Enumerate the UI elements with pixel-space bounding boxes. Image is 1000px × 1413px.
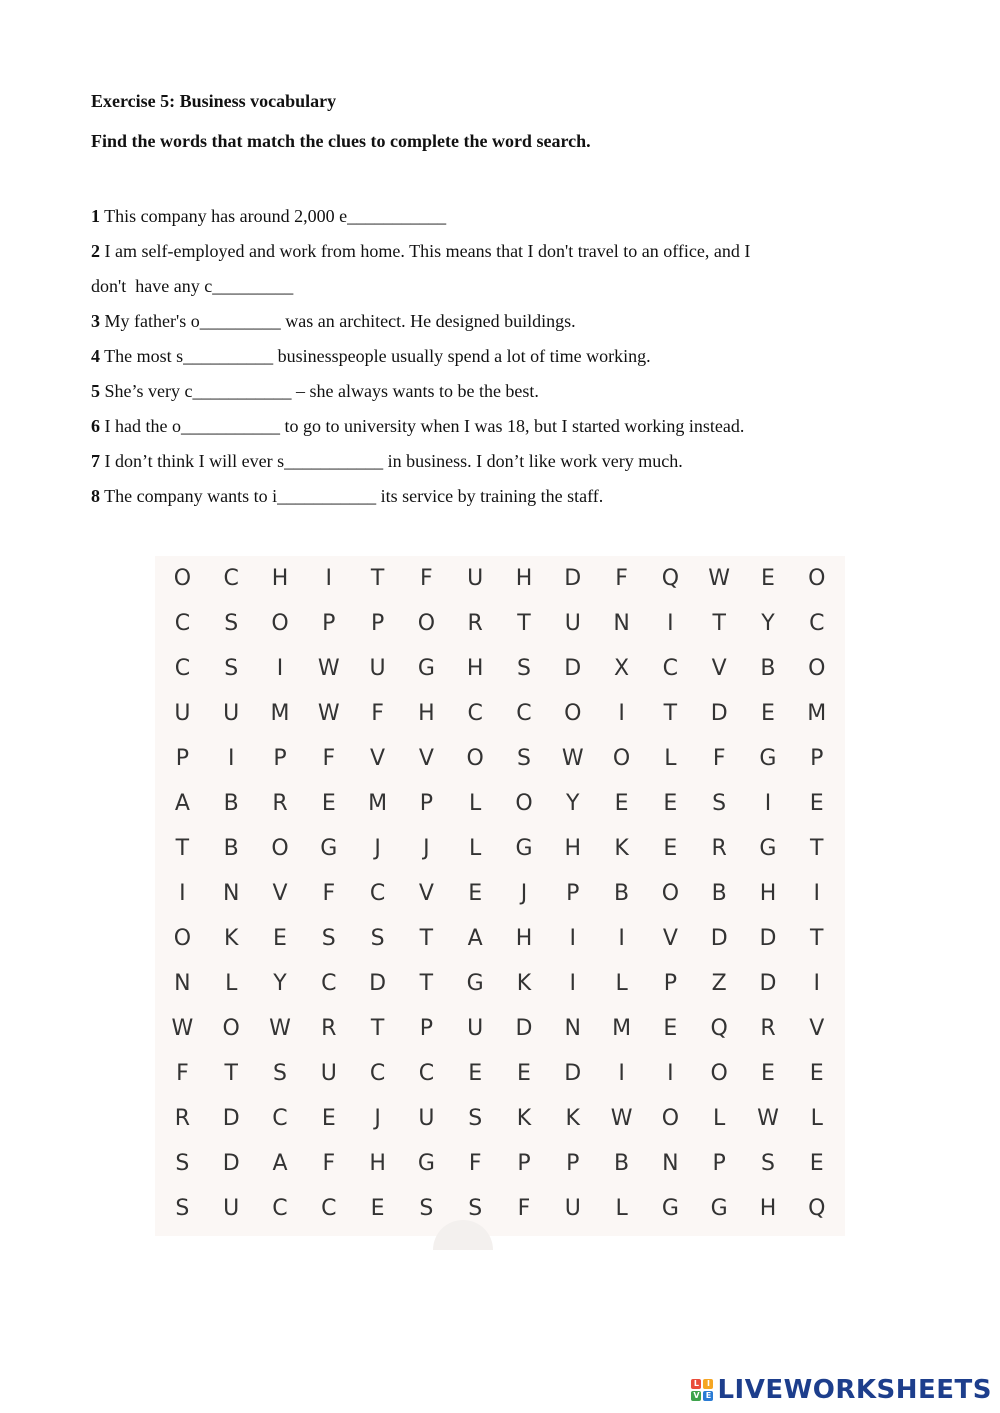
grid-letter[interactable]: M [270, 701, 290, 726]
grid-letter[interactable]: E [517, 1061, 531, 1086]
grid-letter[interactable]: U [320, 1061, 337, 1086]
grid-letter[interactable]: M [807, 701, 827, 726]
clue-number: 7 [91, 451, 100, 471]
grid-letter[interactable]: P [370, 611, 385, 636]
clue-item [91, 269, 851, 304]
grid-letter[interactable]: F [322, 746, 336, 771]
grid-letter[interactable]: C [369, 881, 386, 906]
grid-letter[interactable]: E [809, 1151, 824, 1176]
grid-letter[interactable]: D [222, 1106, 240, 1131]
grid-letter[interactable]: U [418, 1106, 435, 1131]
clue-number: 5 [91, 381, 100, 401]
grid-letter[interactable]: E [761, 701, 775, 726]
grid-letter[interactable]: W [610, 1106, 633, 1131]
grid-letter[interactable]: D [710, 701, 728, 726]
grid-letter[interactable]: S [516, 656, 531, 681]
grid-letter[interactable]: I [276, 656, 284, 681]
grid-letter[interactable]: T [419, 926, 434, 951]
grid-letter[interactable]: I [618, 1061, 625, 1086]
clue-item [91, 234, 851, 269]
clue-item [91, 479, 851, 514]
clue-item [91, 199, 851, 234]
grid-letter[interactable]: R [711, 836, 727, 861]
grid-letter[interactable]: U [223, 1196, 240, 1221]
grid-letter[interactable]: G [320, 836, 338, 861]
grid-letter[interactable]: U [174, 701, 191, 726]
grid-letter[interactable]: O [661, 881, 680, 906]
grid-letter[interactable]: W [317, 656, 340, 681]
grid-letter[interactable]: B [614, 1151, 630, 1176]
grid-letter[interactable]: F [322, 1151, 336, 1176]
grid-letter[interactable]: O [271, 611, 289, 636]
liveworksheets-logo-icon [691, 1379, 713, 1401]
grid-letter[interactable]: T [810, 836, 824, 861]
grid-letter[interactable]: O [564, 701, 582, 726]
word-search-panel [155, 556, 845, 1236]
grid-letter[interactable]: I [764, 791, 772, 816]
clue-number: 3 [91, 311, 100, 331]
grid-letter[interactable]: C [223, 566, 239, 591]
grid-letter[interactable]: W [171, 1016, 194, 1041]
clue-item [91, 304, 851, 339]
grid-letter[interactable]: G [417, 656, 435, 681]
grid-letter[interactable]: C [467, 701, 483, 726]
grid-letter[interactable]: E [273, 926, 287, 951]
grid-letter[interactable]: B [614, 881, 630, 906]
grid-letter[interactable]: T [175, 836, 190, 861]
grid-letter[interactable]: O [612, 746, 631, 771]
exercise-title: Exercise 5: Business vocabulary [91, 91, 337, 111]
grid-letter[interactable]: L [225, 971, 238, 996]
grid-letter[interactable]: N [222, 881, 240, 906]
grid-letter[interactable]: T [370, 566, 385, 591]
word-search-grid[interactable] [158, 556, 841, 1231]
grid-letter[interactable]: H [271, 566, 289, 591]
grid-letter[interactable]: T [663, 701, 678, 726]
grid-letter[interactable]: T [224, 1061, 238, 1086]
grid-letter[interactable]: E [321, 1106, 336, 1131]
grid-letter[interactable]: P [810, 746, 824, 771]
grid-letter[interactable]: H [369, 1151, 386, 1176]
grid-letter[interactable]: S [419, 1196, 434, 1221]
grid-letter[interactable]: V [370, 746, 386, 771]
grid-letter[interactable]: C [809, 611, 825, 636]
logo-tile: E [703, 1391, 713, 1401]
grid-letter[interactable]: O [661, 1106, 680, 1131]
grid-letter[interactable]: L [615, 971, 628, 996]
grid-letter[interactable]: P [566, 881, 580, 906]
grid-letter[interactable]: K [565, 1106, 580, 1131]
grid-letter[interactable]: B [223, 836, 239, 861]
grid-letter[interactable]: W [561, 746, 584, 771]
grid-letter[interactable]: I [813, 881, 820, 906]
clue-number: 4 [91, 346, 100, 366]
grid-letter[interactable]: H [515, 926, 533, 951]
logo-tile: L [691, 1379, 701, 1389]
grid-letter[interactable]: I [618, 926, 625, 951]
grid-letter[interactable]: C [662, 656, 679, 681]
grid-letter[interactable]: M [612, 1016, 632, 1041]
grid-letter[interactable]: L [615, 1196, 628, 1221]
grid-letter[interactable]: J [374, 836, 381, 861]
grid-letter[interactable]: Q [808, 1196, 826, 1221]
grid-letter[interactable]: A [467, 926, 483, 951]
logo-tile: I [703, 1379, 713, 1389]
grid-letter[interactable]: Y [273, 971, 287, 996]
clue-text: I had the o___________ to go to university when I was 18, but I started working instead. [100, 416, 745, 436]
grid-letter[interactable]: G [466, 971, 484, 996]
grid-letter[interactable]: L [469, 836, 482, 861]
grid-letter[interactable]: E [614, 791, 629, 816]
clue-text: She’s very c___________ – she always wants to be the best. [100, 381, 539, 401]
grid-letter[interactable]: P [419, 791, 434, 816]
grid-letter[interactable]: O [515, 791, 533, 816]
grid-letter[interactable]: F [615, 566, 628, 591]
grid-letter[interactable]: N [564, 1016, 581, 1041]
grid-letter[interactable]: E [663, 836, 678, 861]
grid-letter[interactable]: P [517, 1151, 531, 1176]
grid-letter[interactable]: P [419, 1016, 434, 1041]
grid-letter[interactable]: O [271, 836, 289, 861]
grid-letter[interactable]: O [173, 926, 192, 951]
grid-letter[interactable]: R [174, 1106, 191, 1131]
grid-letter[interactable]: W [269, 1016, 291, 1041]
grid-letter[interactable]: H [759, 881, 777, 906]
clue-text: The company wants to i___________ its service by training the staff. [100, 486, 604, 506]
grid-letter[interactable]: Y [761, 611, 775, 636]
grid-letter[interactable]: E [761, 566, 775, 591]
grid-letter[interactable]: E [809, 791, 824, 816]
grid-letter[interactable]: C [174, 611, 191, 636]
grid-letter[interactable]: P [273, 746, 287, 771]
grid-letter[interactable]: G [759, 836, 777, 861]
grid-letter[interactable]: V [662, 926, 678, 951]
grid-letter[interactable]: N [613, 611, 630, 636]
grid-letter[interactable]: R [760, 1016, 776, 1041]
grid-letter[interactable]: C [516, 701, 532, 726]
grid-letter[interactable]: H [515, 566, 533, 591]
grid-letter[interactable]: M [368, 791, 388, 816]
grid-letter[interactable]: A [174, 791, 190, 816]
grid-letter[interactable]: W [757, 1106, 779, 1131]
grid-letter[interactable]: E [468, 881, 483, 906]
grid-letter[interactable]: T [810, 926, 824, 951]
grid-letter[interactable]: W [708, 566, 731, 591]
grid-letter[interactable]: F [712, 746, 726, 771]
grid-letter[interactable]: G [417, 1151, 435, 1176]
grid-letter[interactable]: P [175, 746, 190, 771]
grid-letter[interactable]: Q [661, 566, 680, 591]
clue-item [91, 374, 851, 409]
grid-letter[interactable]: D [564, 1061, 582, 1086]
grid-letter[interactable]: R [467, 611, 483, 636]
grid-letter[interactable]: G [661, 1196, 679, 1221]
grid-letter[interactable]: L [810, 1106, 823, 1131]
grid-letter[interactable]: J [374, 1106, 381, 1131]
grid-letter[interactable]: C [174, 656, 191, 681]
grid-letter[interactable]: A [272, 1151, 288, 1176]
grid-letter[interactable]: U [467, 566, 484, 591]
grid-letter[interactable]: E [761, 1061, 775, 1086]
grid-letter[interactable]: I [569, 926, 577, 951]
grid-letter[interactable]: C [369, 1061, 386, 1086]
clue-text: This company has around 2,000 e___________ [100, 206, 447, 226]
clue-number: 8 [91, 486, 100, 506]
grid-letter[interactable]: I [179, 881, 186, 906]
grid-letter[interactable]: H [418, 701, 435, 726]
grid-letter[interactable]: P [663, 971, 677, 996]
clue-item [91, 339, 851, 374]
grid-letter[interactable]: R [272, 791, 288, 816]
grid-letter[interactable]: B [711, 881, 727, 906]
clue-text: The most s__________ businesspeople usually spend a lot of time working. [100, 346, 651, 366]
grid-letter[interactable]: G [710, 1196, 728, 1221]
grid-letter[interactable]: J [423, 836, 430, 861]
grid-letter[interactable]: V [272, 881, 288, 906]
grid-letter[interactable]: L [664, 746, 677, 771]
grid-letter[interactable]: E [321, 791, 336, 816]
grid-letter[interactable]: O [466, 746, 484, 771]
grid-letter[interactable]: S [321, 926, 336, 951]
grid-letter[interactable]: L [713, 1106, 726, 1131]
grid-letter[interactable]: G [759, 746, 777, 771]
grid-letter[interactable]: F [371, 701, 384, 726]
grid-letter[interactable]: F [176, 1061, 189, 1086]
grid-letter[interactable]: U [223, 701, 240, 726]
grid-letter[interactable]: O [173, 566, 192, 591]
grid-letter[interactable]: I [618, 701, 625, 726]
grid-letter[interactable]: P [322, 611, 336, 636]
grid-letter[interactable]: E [663, 791, 678, 816]
grid-letter[interactable]: I [813, 971, 820, 996]
grid-letter[interactable]: H [759, 1196, 777, 1221]
liveworksheets-brand [691, 1373, 992, 1407]
grid-letter[interactable]: O [417, 611, 436, 636]
logo-tile: V [693, 1391, 700, 1400]
grid-letter[interactable]: L [469, 791, 482, 816]
grid-letter[interactable]: K [223, 926, 239, 951]
clue-text: I am self-employed and work from home. This means that I don't travel to an office, and I [100, 241, 751, 261]
clue-list [91, 199, 851, 514]
grid-letter[interactable]: I [667, 611, 674, 636]
grid-letter[interactable]: H [466, 656, 484, 681]
grid-letter[interactable]: B [223, 791, 239, 816]
clue-number: 1 [91, 206, 100, 226]
grid-letter[interactable]: E [809, 1061, 824, 1086]
grid-letter[interactable]: D [515, 1016, 533, 1041]
grid-letter[interactable]: S [370, 926, 385, 951]
grid-letter[interactable]: T [419, 971, 434, 996]
grid-letter[interactable]: I [325, 566, 333, 591]
grid-letter[interactable]: F [517, 1196, 531, 1221]
grid-letter[interactable]: V [809, 1016, 825, 1041]
clue-item [91, 444, 851, 479]
grid-letter[interactable]: O [808, 656, 826, 681]
grid-letter[interactable]: O [222, 1016, 240, 1041]
grid-letter[interactable]: V [418, 881, 434, 906]
grid-letter[interactable]: S [516, 746, 531, 771]
grid-letter[interactable]: D [710, 926, 728, 951]
grid-letter[interactable]: P [712, 1151, 726, 1176]
grid-letter[interactable]: V [418, 746, 434, 771]
grid-letter[interactable]: T [370, 1016, 385, 1041]
grid-letter[interactable]: P [566, 1151, 580, 1176]
grid-letter[interactable]: U [564, 611, 581, 636]
grid-letter[interactable]: G [515, 836, 533, 861]
grid-letter[interactable]: F [322, 881, 336, 906]
grid-letter[interactable]: I [569, 971, 577, 996]
exercise-instruction: Find the words that match the clues to complete the word search. [91, 131, 591, 151]
grid-letter[interactable]: O [808, 566, 826, 591]
grid-letter[interactable]: T [712, 611, 726, 636]
grid-letter[interactable]: D [759, 926, 777, 951]
grid-letter[interactable]: Z [711, 971, 727, 996]
grid-letter[interactable]: J [520, 881, 528, 906]
grid-letter[interactable]: C [272, 1106, 288, 1131]
clue-text: My father's o_________ was an architect. He designed buildings. [100, 311, 576, 331]
clue-item [91, 409, 851, 444]
grid-letter[interactable]: K [516, 971, 532, 996]
grid-letter[interactable]: S [468, 1196, 483, 1221]
grid-letter[interactable]: R [321, 1016, 337, 1041]
grid-letter[interactable]: V [711, 656, 727, 681]
grid-letter[interactable]: C [321, 971, 337, 996]
grid-letter[interactable]: S [224, 611, 239, 636]
grid-letter[interactable]: F [468, 1151, 482, 1176]
grid-letter[interactable]: T [517, 611, 531, 636]
grid-letter[interactable]: E [468, 1061, 483, 1086]
grid-letter[interactable]: N [662, 1151, 679, 1176]
grid-letter[interactable]: Y [566, 791, 580, 816]
grid-letter[interactable]: C [321, 1196, 337, 1221]
grid-letter[interactable]: S [175, 1196, 190, 1221]
grid-letter[interactable]: D [564, 566, 582, 591]
grid-letter[interactable]: I [667, 1061, 674, 1086]
grid-letter[interactable]: E [370, 1196, 385, 1221]
grid-letter[interactable]: X [614, 656, 630, 681]
clue-text: don't have any c_________ [91, 276, 294, 296]
grid-letter[interactable]: D [222, 1151, 240, 1176]
grid-letter[interactable]: D [759, 971, 777, 996]
grid-letter[interactable]: F [420, 566, 433, 591]
grid-letter[interactable]: S [175, 1151, 190, 1176]
grid-letter[interactable]: O [710, 1061, 728, 1086]
grid-letter[interactable]: C [272, 1196, 288, 1221]
grid-letter[interactable]: D [369, 971, 387, 996]
clue-text: I don’t think I will ever s___________ in business. I don’t like work very much. [100, 451, 683, 471]
brand-name: LIVEWORKSHEETS [717, 1375, 992, 1405]
grid-letter[interactable]: N [174, 971, 191, 996]
grid-letter[interactable]: E [663, 1016, 678, 1041]
grid-letter[interactable]: H [564, 836, 582, 861]
grid-letter[interactable]: K [516, 1106, 532, 1131]
grid-letter[interactable]: B [760, 656, 776, 681]
grid-letter[interactable]: W [317, 701, 340, 726]
grid-letter[interactable]: U [369, 656, 386, 681]
grid-letter[interactable]: S [760, 1151, 775, 1176]
grid-letter[interactable]: S [712, 791, 727, 816]
grid-letter[interactable]: Q [710, 1016, 728, 1041]
grid-letter[interactable]: D [564, 656, 582, 681]
grid-letter[interactable]: S [224, 656, 239, 681]
grid-letter[interactable]: U [467, 1016, 484, 1041]
grid-letter[interactable]: U [564, 1196, 581, 1221]
grid-letter[interactable]: S [273, 1061, 287, 1086]
clue-number: 6 [91, 416, 100, 436]
clue-number: 2 [91, 241, 100, 261]
grid-letter[interactable]: C [418, 1061, 435, 1086]
grid-letter[interactable]: I [227, 746, 235, 771]
grid-letter[interactable]: S [468, 1106, 483, 1131]
grid-letter[interactable]: K [614, 836, 629, 861]
